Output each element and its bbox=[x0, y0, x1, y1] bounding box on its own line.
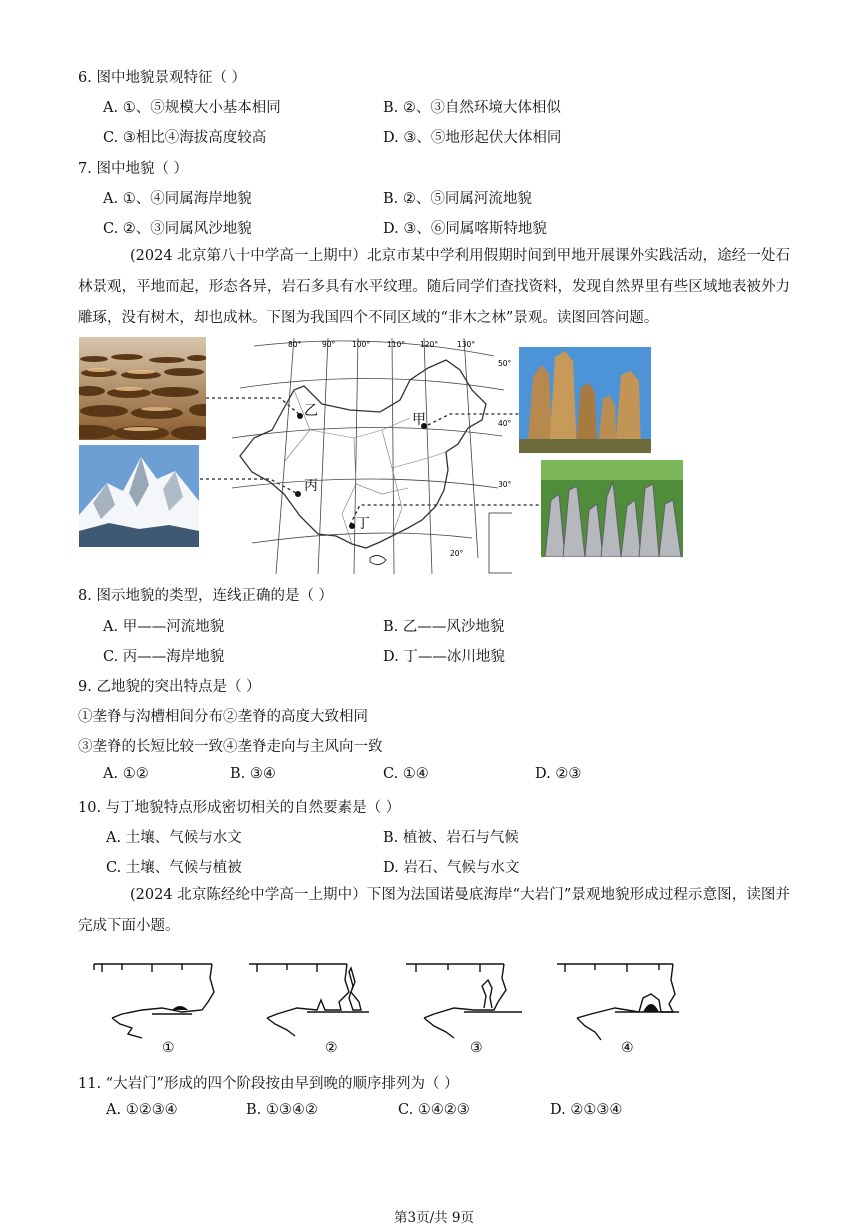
q9-option-c: C. ①④ bbox=[383, 766, 429, 782]
stage-1-label: ① bbox=[162, 1040, 175, 1053]
q7-option-c: C. ②、③同属风沙地貌 bbox=[103, 221, 252, 237]
q9-option-b: B. ③④ bbox=[230, 766, 276, 782]
passage-1: (2024 北京第八十中学高一上期中）北京市某中学利用假期时间到甲地开展课外实践活动，途经一处石林景观，平地而起，形态各异，岩石多具有水平纹理。随后同学们查找资料，发现自然界里有些区域地表被外力雕琢，没有树木，却也成林。下图为我国四个不同区域的“非木之林”景观。读图回答问题。 bbox=[78, 248, 790, 326]
q9-option-a: A. ①② bbox=[103, 766, 149, 782]
q7-option-d: D. ③、⑥同属喀斯特地貌 bbox=[383, 221, 547, 237]
lat-20-label: 20° bbox=[450, 549, 464, 558]
q9-option-d: D. ②③ bbox=[535, 766, 582, 782]
lat-40-label: 40° bbox=[498, 419, 512, 428]
q10-stem: 10. 与丁地貌特点形成密切相关的自然要素是（ ） bbox=[78, 800, 401, 816]
lat-30-label: 30° bbox=[498, 480, 512, 489]
lon-90-label: 90° bbox=[322, 340, 336, 349]
q9-statement-1: ①垄脊与沟槽相间分布②垄脊的高度大致相同 bbox=[78, 709, 368, 725]
lon-130-label: 130° bbox=[457, 340, 476, 349]
stage-3-label: ③ bbox=[470, 1040, 483, 1053]
q6-option-a: A. ①、⑤规模大小基本相同 bbox=[103, 100, 281, 116]
q9-statement-2: ③垄脊的长短比较一致④垄脊走向与主风向一致 bbox=[78, 739, 383, 755]
q6-option-b: B. ②、③自然环境大体相似 bbox=[383, 100, 561, 116]
q9-stem: 9. 乙地貌的突出特点是（ ） bbox=[78, 679, 261, 695]
stage-diagram-1 bbox=[92, 958, 222, 1053]
stage-diagram-4 bbox=[555, 958, 685, 1053]
q11-option-d: D. ②①③④ bbox=[550, 1102, 623, 1118]
passage-2: (2024 北京陈经纶中学高一上期中）下图为法国诺曼底海岸“大岩门”景观地貌形成过程示意图，读图并完成下面小题。 bbox=[78, 887, 790, 934]
china-map bbox=[232, 338, 512, 574]
q11-option-c: C. ①④②③ bbox=[398, 1102, 470, 1118]
place-yi-label: 乙 bbox=[304, 403, 318, 419]
q7-option-b: B. ②、⑤同属河流地貌 bbox=[383, 191, 532, 207]
lon-100-label: 100° bbox=[352, 340, 371, 349]
q10-option-d: D. 岩石、气候与水文 bbox=[383, 860, 520, 876]
place-jia-label: 甲 bbox=[412, 412, 426, 428]
marker-yi bbox=[297, 413, 303, 419]
q8-option-b: B. 乙——风沙地貌 bbox=[383, 619, 505, 635]
place-ding-label: 丁 bbox=[356, 516, 370, 532]
q7-option-a: A. ①、④同属海岸地貌 bbox=[103, 191, 252, 207]
stage-diagram-2 bbox=[247, 958, 377, 1053]
q10-option-a: A. 土壤、气候与水文 bbox=[106, 830, 242, 846]
lon-120-label: 120° bbox=[420, 340, 439, 349]
stage-2-label: ② bbox=[325, 1040, 338, 1053]
q6-option-c: C. ③相比④海拔高度较高 bbox=[103, 130, 267, 146]
q8-option-c: C. 丙——海岸地貌 bbox=[103, 649, 225, 665]
q8-stem: 8. 图示地貌的类型，连线正确的是（ ） bbox=[78, 588, 334, 604]
q6-option-d: D. ③、⑤地形起伏大体相同 bbox=[383, 130, 562, 146]
stage-4-label: ④ bbox=[621, 1040, 634, 1053]
q8-option-a: A. 甲——河流地貌 bbox=[103, 619, 225, 635]
q11-option-b: B. ①③④② bbox=[246, 1102, 318, 1118]
lat-50-label: 50° bbox=[498, 359, 512, 368]
marker-bing bbox=[295, 491, 301, 497]
lon-110-label: 110° bbox=[387, 340, 406, 349]
q10-option-b: B. 植被、岩石与气候 bbox=[383, 830, 519, 846]
page-footer: 第3页/共 9页 bbox=[393, 1210, 475, 1226]
marker-ding bbox=[349, 523, 355, 529]
q10-option-c: C. 土壤、气候与植被 bbox=[106, 860, 242, 876]
place-bing-label: 丙 bbox=[304, 478, 318, 494]
stage-diagram-3 bbox=[404, 958, 534, 1053]
q11-stem: 11. “大岩门”形成的四个阶段按由早到晚的顺序排列为（ ） bbox=[78, 1076, 459, 1092]
q6-stem: 6. 图中地貌景观特征（ ） bbox=[78, 70, 247, 86]
q8-option-d: D. 丁——冰川地貌 bbox=[383, 649, 505, 665]
q11-option-a: A. ①②③④ bbox=[106, 1102, 178, 1118]
q7-stem: 7. 图中地貌（ ） bbox=[78, 161, 189, 177]
lon-80-label: 80° bbox=[288, 340, 302, 349]
